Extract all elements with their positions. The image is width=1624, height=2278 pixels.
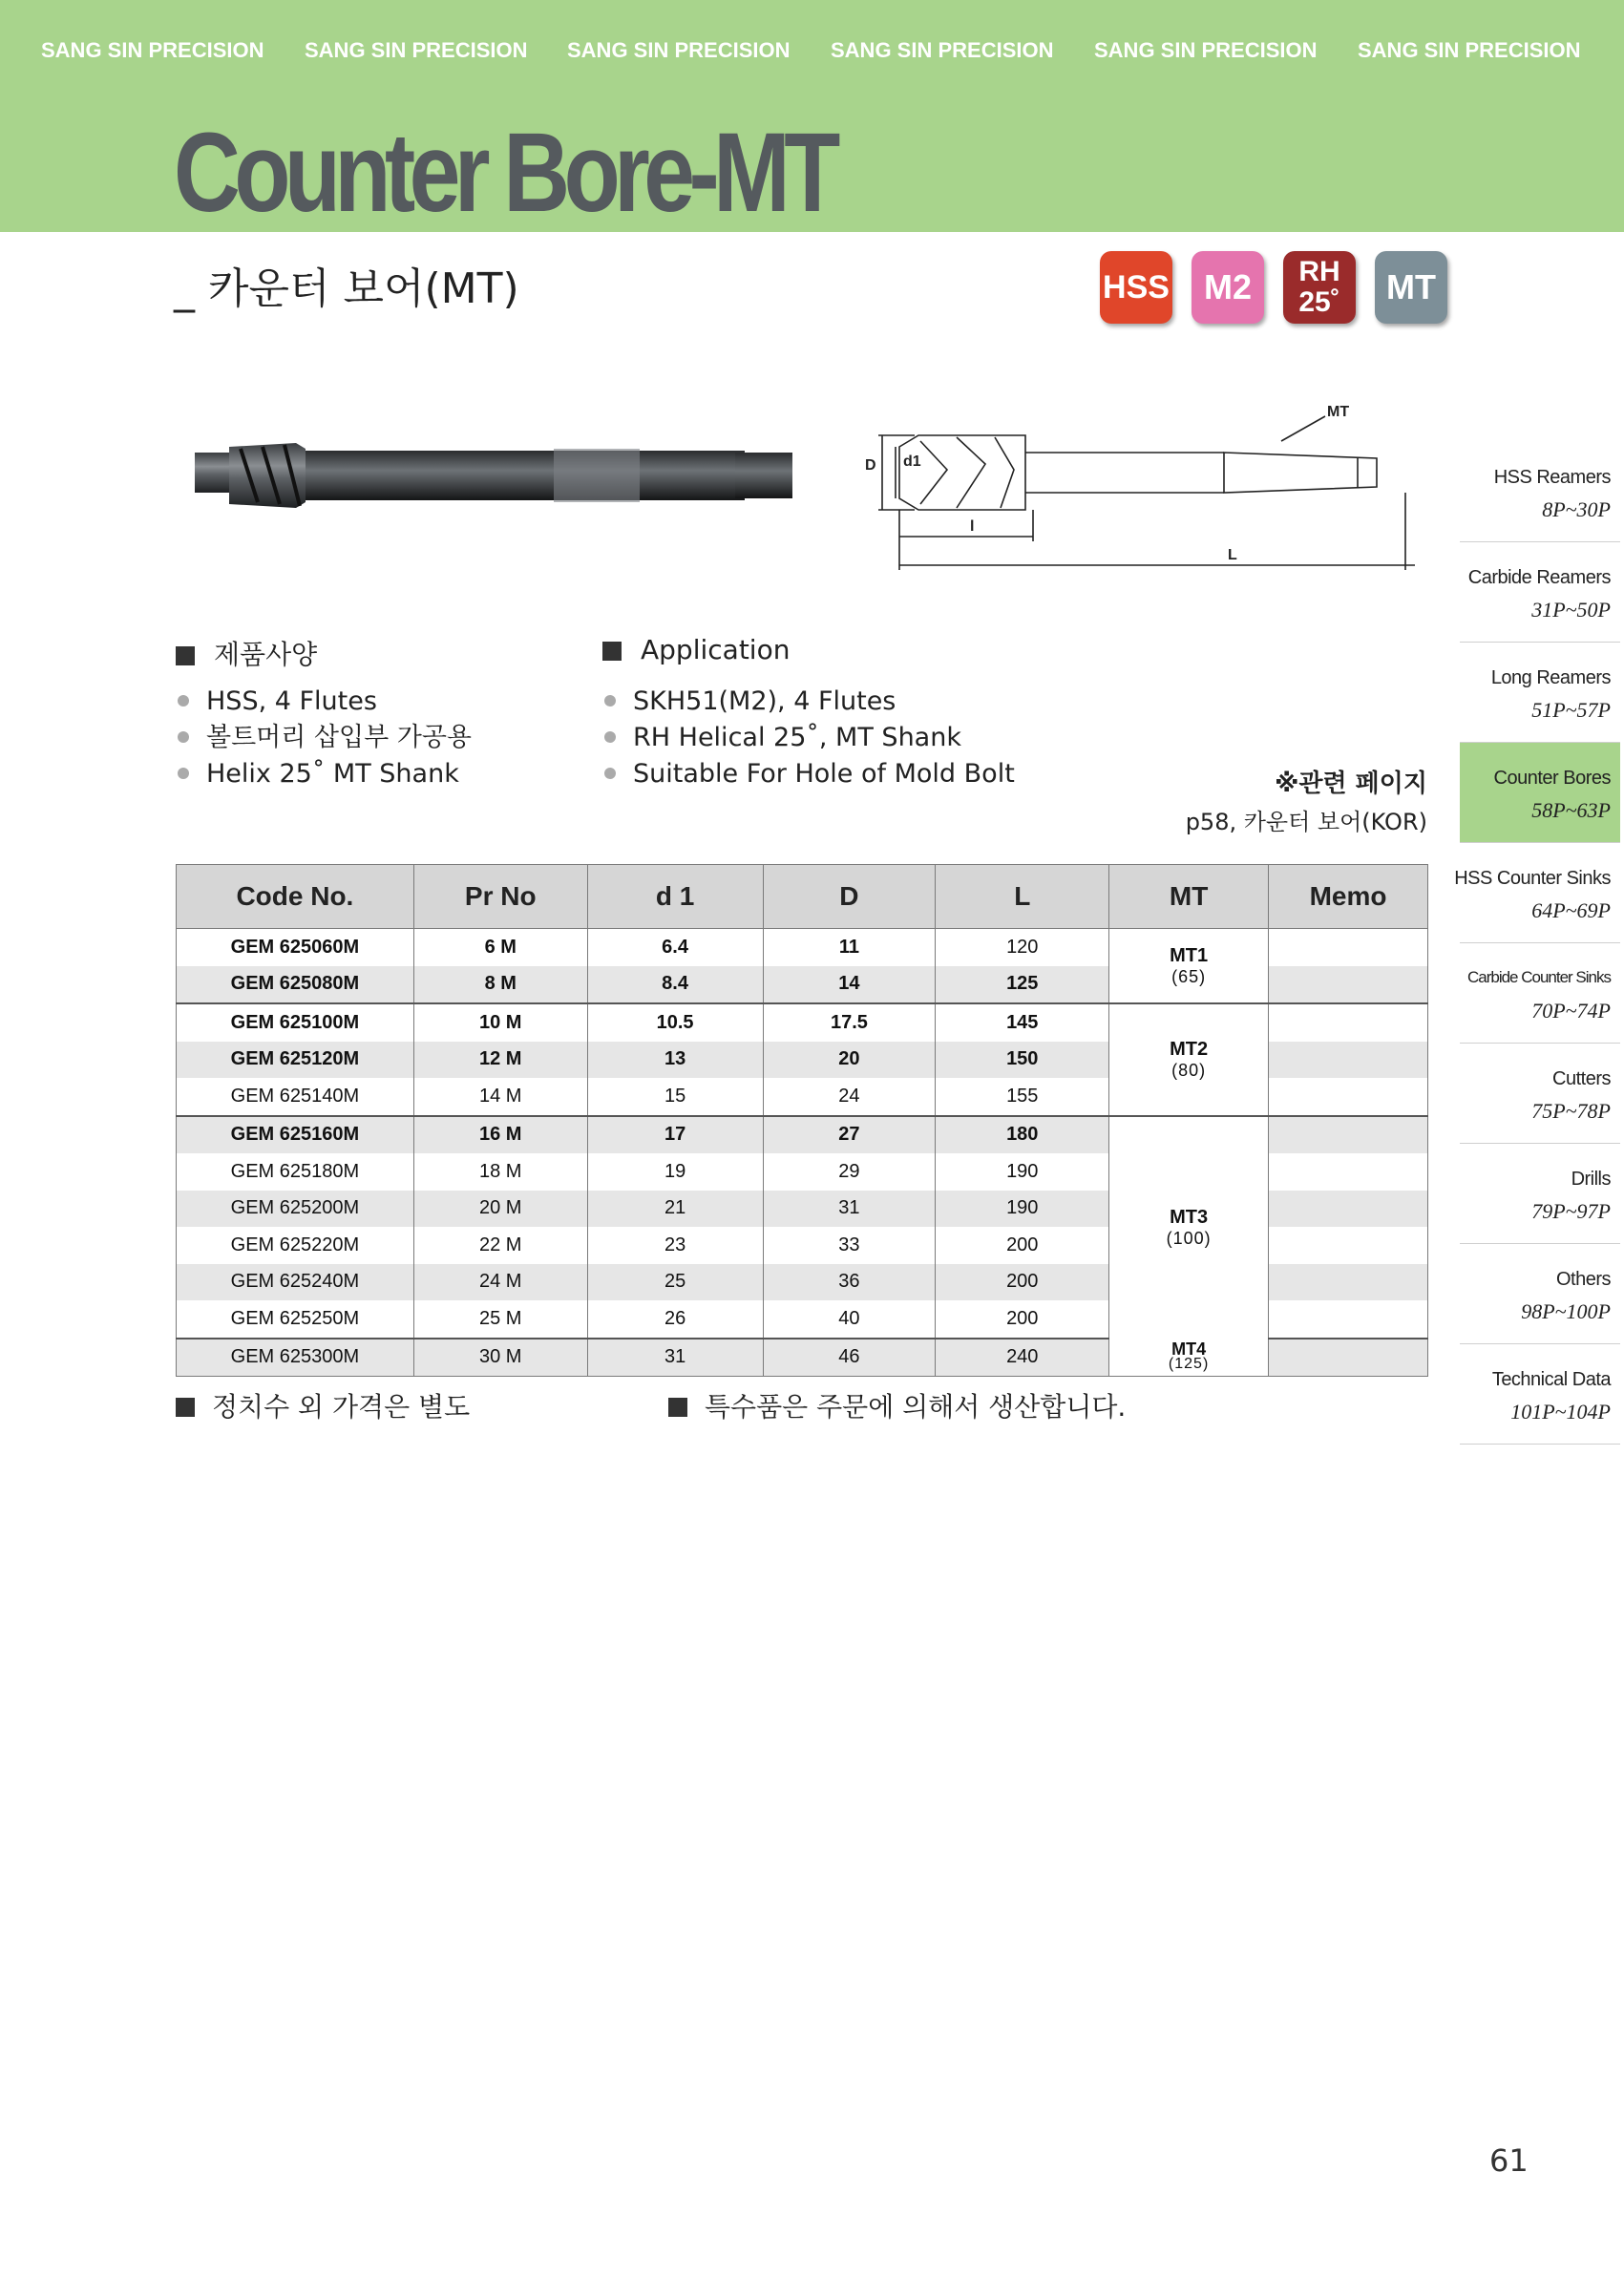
mt-group-cell: MT3 (100)	[1109, 1116, 1269, 1339]
page-title: Counter Bore-MT	[174, 110, 834, 236]
bullet-dot-icon	[604, 731, 616, 743]
sidebar-item-hss-reamers[interactable]: HSS Reamers 8P~30P	[1460, 442, 1620, 542]
rh-helix-badge: RH 25˚	[1283, 251, 1356, 324]
footnote-price: 정치수 외 가격은 별도	[176, 1386, 470, 1424]
sidebar-item-cutters[interactable]: Cutters 75P~78P	[1460, 1044, 1620, 1144]
related-pages	[1186, 764, 1427, 836]
square-bullet-icon	[176, 1398, 195, 1417]
memo-cell	[1269, 1042, 1428, 1079]
table-row: GEM 625120M 12 M 13 20 150	[177, 1042, 1428, 1079]
sidebar-item-carbide-counter-sinks[interactable]: Carbide Counter Sinks 70P~74P	[1460, 943, 1620, 1044]
bullet-dot-icon	[178, 768, 189, 779]
col-d1: d 1	[587, 865, 763, 929]
table-row: GEM 625060M 6 M 6.4 11 120 MT1 (65)	[177, 929, 1428, 966]
mt-group-cell: MT2 (80)	[1109, 1003, 1269, 1116]
table-row: GEM 625220M 22 M 23 33 200	[177, 1227, 1428, 1264]
hss-badge: HSS	[1100, 251, 1172, 324]
sidebar-item-others[interactable]: Others 98P~100P	[1460, 1244, 1620, 1344]
table-row: GEM 625160M 16 M 17 27 180 MT3 (100)	[177, 1116, 1428, 1154]
table-row: GEM 625200M 20 M 21 31 190	[177, 1191, 1428, 1228]
brand-text: SANG SIN PRECISION	[305, 38, 528, 62]
dim-l-large-label: L	[1228, 547, 1237, 563]
table-row: GEM 625140M 14 M 15 24 155	[177, 1078, 1428, 1116]
list-item: RH Helical 25˚, MT Shank	[604, 720, 1015, 756]
memo-cell	[1269, 1078, 1428, 1116]
list-item: Suitable For Hole of Mold Bolt	[604, 756, 1015, 792]
memo-cell	[1269, 1264, 1428, 1301]
bullet-dot-icon	[178, 731, 189, 743]
dim-mt-label: MT	[1327, 404, 1350, 420]
memo-cell	[1269, 1300, 1428, 1339]
m2-badge: M2	[1192, 251, 1264, 324]
list-item: 볼트머리 삽입부 가공용	[178, 720, 472, 756]
brand-strip	[0, 38, 1624, 67]
memo-cell	[1269, 1116, 1428, 1154]
table-row: GEM 625100M 10 M 10.5 17.5 145 MT2 (80)	[177, 1003, 1428, 1042]
table-row: GEM 625300M 30 M 31 46 240 MT4 (125)	[177, 1339, 1428, 1377]
bullet-dot-icon	[604, 768, 616, 779]
page-number: 61	[1489, 2142, 1529, 2179]
memo-cell	[1269, 1003, 1428, 1042]
brand-text: SANG SIN PRECISION	[1358, 38, 1581, 62]
mt-group-cell: MT4 (125)	[1109, 1339, 1269, 1377]
specs-list	[178, 684, 472, 792]
list-item: Helix 25˚ MT Shank	[178, 756, 472, 792]
specs-heading: 제품사양	[176, 634, 317, 672]
application-list	[604, 684, 1015, 792]
category-sidebar	[1454, 442, 1620, 1445]
col-d: D	[763, 865, 936, 929]
tool-drawing	[823, 403, 1415, 580]
square-bullet-icon	[176, 646, 195, 665]
page-subtitle: _ 카운터 보어(MT)	[174, 264, 519, 313]
table-row: GEM 625180M 18 M 19 29 190	[177, 1153, 1428, 1191]
related-title: ※관련 페이지	[1275, 770, 1427, 798]
col-memo: Memo	[1269, 865, 1428, 929]
bullet-dot-icon	[604, 695, 616, 707]
list-item: SKH51(M2), 4 Flutes	[604, 684, 1015, 720]
memo-cell	[1269, 1153, 1428, 1191]
sidebar-item-technical-data[interactable]: Technical Data 101P~104P	[1460, 1344, 1620, 1445]
product-table	[176, 864, 1428, 1377]
square-bullet-icon	[668, 1398, 687, 1417]
memo-cell	[1269, 1191, 1428, 1228]
col-code: Code No.	[177, 865, 414, 929]
memo-cell	[1269, 929, 1428, 966]
brand-text: SANG SIN PRECISION	[567, 38, 791, 62]
material-badges	[1100, 251, 1447, 327]
dim-d1-label: d1	[903, 453, 921, 470]
sidebar-item-drills[interactable]: Drills 79P~97P	[1460, 1144, 1620, 1244]
table-row: GEM 625240M 24 M 25 36 200	[177, 1264, 1428, 1301]
table-header-row	[177, 865, 1428, 929]
dim-l-small-label: l	[970, 518, 975, 535]
tool-photo	[191, 428, 802, 523]
memo-cell	[1269, 1339, 1428, 1377]
mt-group-cell: MT1 (65)	[1109, 929, 1269, 1004]
square-bullet-icon	[602, 642, 622, 661]
related-reference[interactable]: p58, 카운터 보어(KOR)	[1185, 809, 1427, 835]
col-mt: MT	[1109, 865, 1269, 929]
list-item: HSS, 4 Flutes	[178, 684, 472, 720]
memo-cell	[1269, 966, 1428, 1004]
sidebar-item-long-reamers[interactable]: Long Reamers 51P~57P	[1460, 643, 1620, 743]
sidebar-item-counter-bores[interactable]: Counter Bores 58P~63P	[1460, 743, 1620, 843]
table-row: GEM 625080M 8 M 8.4 14 125	[177, 966, 1428, 1004]
memo-cell	[1269, 1227, 1428, 1264]
sidebar-item-carbide-reamers[interactable]: Carbide Reamers 31P~50P	[1460, 542, 1620, 643]
footnote-custom-order: 특수품은 주문에 의해서 생산합니다.	[668, 1386, 1126, 1424]
col-l: L	[936, 865, 1109, 929]
brand-text: SANG SIN PRECISION	[1094, 38, 1318, 62]
bullet-dot-icon	[178, 695, 189, 707]
brand-text: SANG SIN PRECISION	[41, 38, 264, 62]
col-pr-no: Pr No	[413, 865, 587, 929]
brand-text: SANG SIN PRECISION	[831, 38, 1054, 62]
sidebar-item-hss-counter-sinks[interactable]: HSS Counter Sinks 64P~69P	[1460, 843, 1620, 943]
mt-badge: MT	[1375, 251, 1447, 324]
table-row: GEM 625250M 25 M 26 40 200	[177, 1300, 1428, 1339]
dim-d-label: D	[865, 457, 876, 474]
application-heading: Application	[602, 634, 790, 665]
